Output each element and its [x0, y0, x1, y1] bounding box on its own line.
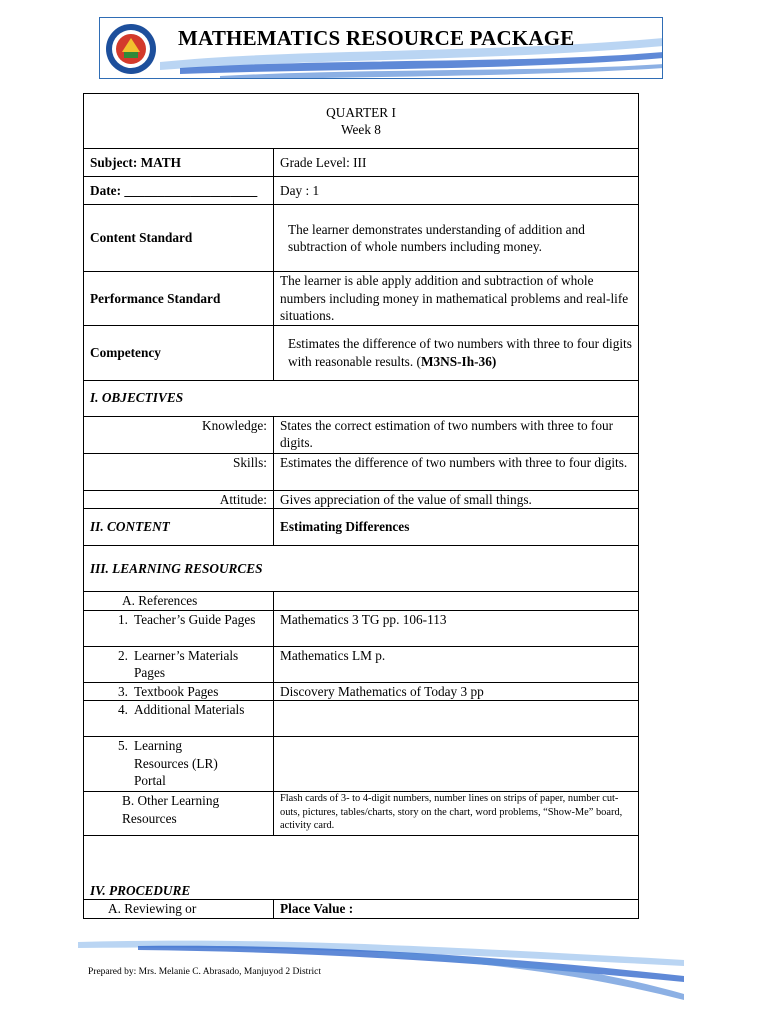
resource-label: [84, 610, 274, 646]
date-field: Date: ____________________: [84, 177, 274, 205]
other-resources-label: [84, 792, 274, 836]
objective-row: [84, 490, 639, 509]
document-title: MATHEMATICS RESOURCE PACKAGE: [178, 26, 575, 50]
resource-label: [84, 737, 274, 792]
content-standard-row: [84, 205, 639, 272]
content-row: [84, 509, 639, 546]
resource-value: Discovery Mathematics of Today 3 pp: [274, 682, 639, 701]
resources-heading-row: [84, 546, 639, 592]
content-value: Estimating Differences: [274, 509, 639, 546]
competency-row: [84, 325, 639, 380]
resources-heading: III. LEARNING RESOURCES: [84, 546, 639, 592]
resource-number: 2.: [118, 647, 128, 663]
other-resources-text: B. Other Learning Resources: [122, 793, 220, 826]
resource-value: Mathematics LM p.: [274, 646, 639, 682]
day-label: Day : 1: [274, 177, 639, 205]
resource-value: [274, 737, 639, 792]
resource-label-text: Additional Materials: [134, 702, 245, 717]
objective-label: Skills:: [84, 453, 274, 490]
objective-label: Knowledge:: [84, 416, 274, 453]
content-standard-value: The learner demonstrates understanding of addition and subtraction of whole numbers including money.: [274, 205, 639, 272]
deped-seal-icon: [104, 22, 158, 76]
objective-row: [84, 453, 639, 490]
resource-number: 1.: [118, 611, 128, 627]
references-label: A. References: [84, 592, 274, 611]
resource-row: [84, 701, 639, 737]
content-heading: II. CONTENT: [84, 509, 274, 546]
competency-value: [274, 325, 639, 380]
resource-label-text: Learner’s Materials Pages: [134, 647, 239, 680]
objectives-heading: I. OBJECTIVES: [84, 380, 639, 416]
resource-number: 4.: [118, 702, 128, 717]
other-resources-row: [84, 792, 639, 836]
prepared-by-footer: Prepared by: Mrs. Melanie C. Abrasado, Manjuyod 2 District: [88, 967, 321, 977]
resource-row: [84, 737, 639, 792]
performance-standard-value: The learner is able apply addition and subtraction of whole numbers including money in mathematical problems and real-life situations.: [274, 272, 639, 326]
objectives-heading-row: [84, 380, 639, 416]
resource-number: 5.: [118, 738, 128, 753]
resource-label: [84, 701, 274, 737]
resource-label-text: Textbook Pages: [134, 683, 219, 699]
week-label: Week 8: [341, 122, 381, 137]
subject-row: [84, 149, 639, 177]
resource-label: [84, 682, 274, 701]
objective-label: Attitude:: [84, 490, 274, 509]
procedure-row: [84, 900, 639, 919]
other-resources-value: Flash cards of 3- to 4-digit numbers, number lines on strips of paper, number cut- outs, pictures, tables/charts, story on the chart, word problems, “Show-Me” board, activity card.: [274, 792, 639, 836]
references-value: [274, 592, 639, 611]
performance-standard-label: Performance Standard: [84, 272, 274, 326]
content-standard-label: Content Standard: [84, 205, 274, 272]
objective-row: [84, 416, 639, 453]
resource-label-text: Learning Resources (LR) Portal: [134, 738, 218, 788]
quarter-row: [84, 94, 639, 149]
procedure-heading: IV. PROCEDURE: [84, 836, 639, 900]
resource-value: Mathematics 3 TG pp. 106-113: [274, 610, 639, 646]
objective-value: Estimates the difference of two numbers with three to four digits.: [274, 453, 639, 490]
resource-row: [84, 610, 639, 646]
header-banner: [99, 17, 663, 79]
competency-code: M3NS-Ih-36): [420, 353, 497, 369]
subject-label: Subject: MATH: [84, 149, 274, 177]
resource-label-text: Teacher’s Guide Pages: [134, 611, 256, 627]
procedure-value: Place Value :: [274, 900, 639, 919]
performance-standard-row: [84, 272, 639, 326]
resource-row: [84, 682, 639, 701]
lesson-plan-table: [83, 93, 639, 919]
resource-label: [84, 646, 274, 682]
procedure-label: A. Reviewing or: [84, 900, 274, 919]
competency-label: Competency: [84, 325, 274, 380]
competency-text: Estimates the difference of two numbers with three to four digits with reasonable results. (: [288, 336, 632, 369]
objective-value: States the correct estimation of two numbers with three to four digits.: [274, 416, 639, 453]
procedure-heading-row: [84, 836, 639, 900]
quarter-title: QUARTER I: [326, 104, 396, 120]
resource-number: 3.: [118, 683, 128, 699]
resource-value: [274, 701, 639, 737]
date-row: [84, 177, 639, 205]
references-row: [84, 592, 639, 611]
resource-row: [84, 646, 639, 682]
objective-value: Gives appreciation of the value of small things.: [274, 490, 639, 509]
grade-level-label: Grade Level: III: [274, 149, 639, 177]
